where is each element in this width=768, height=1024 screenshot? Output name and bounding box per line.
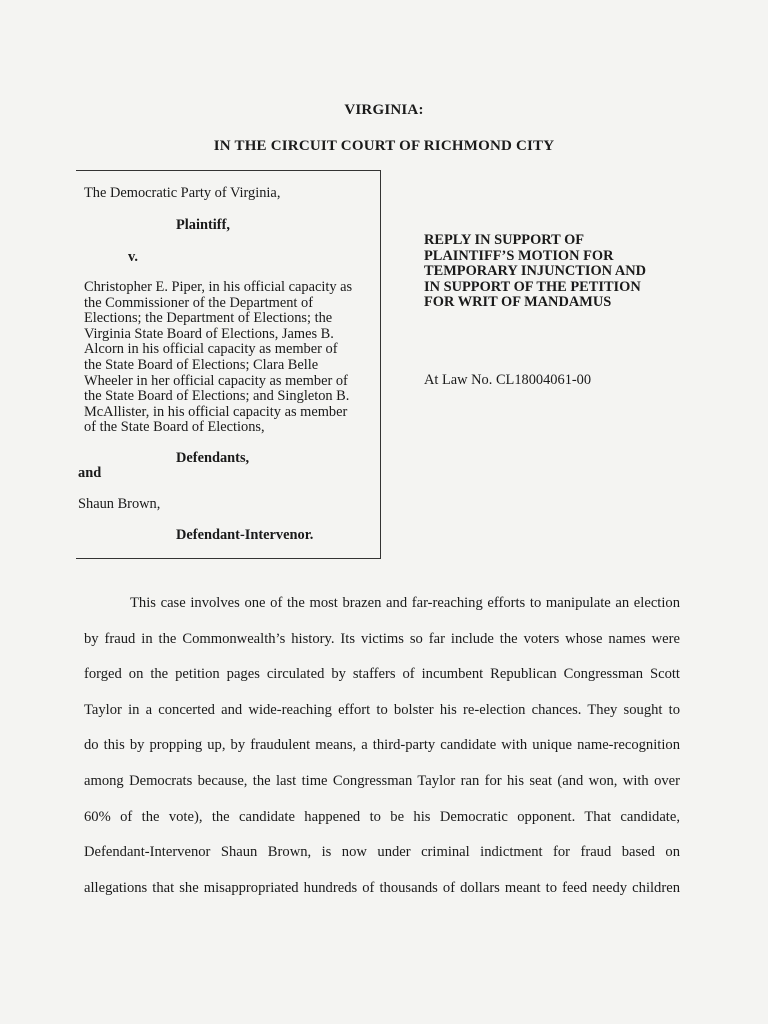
defendants-line: the State Board of Elections; Clara Belle [84,357,319,373]
defendants-line: of the State Board of Elections, [84,419,265,436]
document-title-line: FOR WRIT OF MANDAMUS [424,294,612,311]
versus-label: v. [128,249,138,265]
body-line: Defendant-Intervenor Shaun Brown, is now under criminal indictment for fraud based on [84,844,680,861]
body-paragraph [84,586,680,906]
document-title-line: TEMPORARY INJUNCTION AND [424,263,647,280]
body-line: forged on the petition pages circulated by staffers of incumbent Republican Congressman Scott [84,666,680,683]
body-line: This case involves one of the most brazen and far-reaching efforts to manipulate an election [130,595,680,611]
and-label: and [78,465,102,481]
defendants-line: Wheeler in her official capacity as member of [84,372,348,389]
defendants-line: Elections; the Department of Elections; the [84,310,333,327]
state-heading: VIRGINIA: [344,102,424,118]
body-line: Taylor in a concerted and wide-reaching effort to bolster his re-election chances. They sought to [84,701,680,718]
defendants-line: the State Board of Elections; and Singleton B. [84,388,350,405]
defendants-line: McAllister, in his official capacity as member [84,403,348,420]
document-title-line: PLAINTIFF’S MOTION FOR [424,247,614,264]
defendants-line: Virginia State Board of Elections, James B. [84,325,334,342]
plaintiff-name: The Democratic Party of Virginia, [84,185,281,201]
defendants-line: Alcorn in his official capacity as member of [84,341,338,358]
document-title-line: REPLY IN SUPPORT OF [424,232,585,248]
defendants-label: Defendants, [176,450,250,466]
court-heading: IN THE CIRCUIT COURT OF RICHMOND CITY [213,138,555,154]
body-line: 60% of the vote), the candidate happened to be his Democratic opponent. That candidate, [84,808,680,825]
case-number: At Law No. CL18004061-00 [424,372,592,388]
body-line: by fraud in the Commonwealth’s history. Its victims so far include the voters whose names were [84,630,680,647]
intervenor-label: Defendant-Intervenor. [176,527,314,543]
document-title-line: IN SUPPORT OF THE PETITION [424,278,641,295]
document-title [424,233,646,311]
defendants-line: the Commissioner of the Department of [84,294,313,311]
intervenor-name: Shaun Brown, [78,496,161,512]
body-line: allegations that she misappropriated hundreds of thousands of dollars meant to feed needy children [84,879,680,896]
body-line: among Democrats because, the last time Congressman Taylor ran for his seat (and won, with over [84,772,680,789]
body-line: do this by propping up, by fraudulent means, a third-party candidate with unique name-recognition [84,737,680,754]
defendants-line: Christopher E. Piper, in his official capacity as [84,279,353,295]
plaintiff-label: Plaintiff, [176,217,230,233]
